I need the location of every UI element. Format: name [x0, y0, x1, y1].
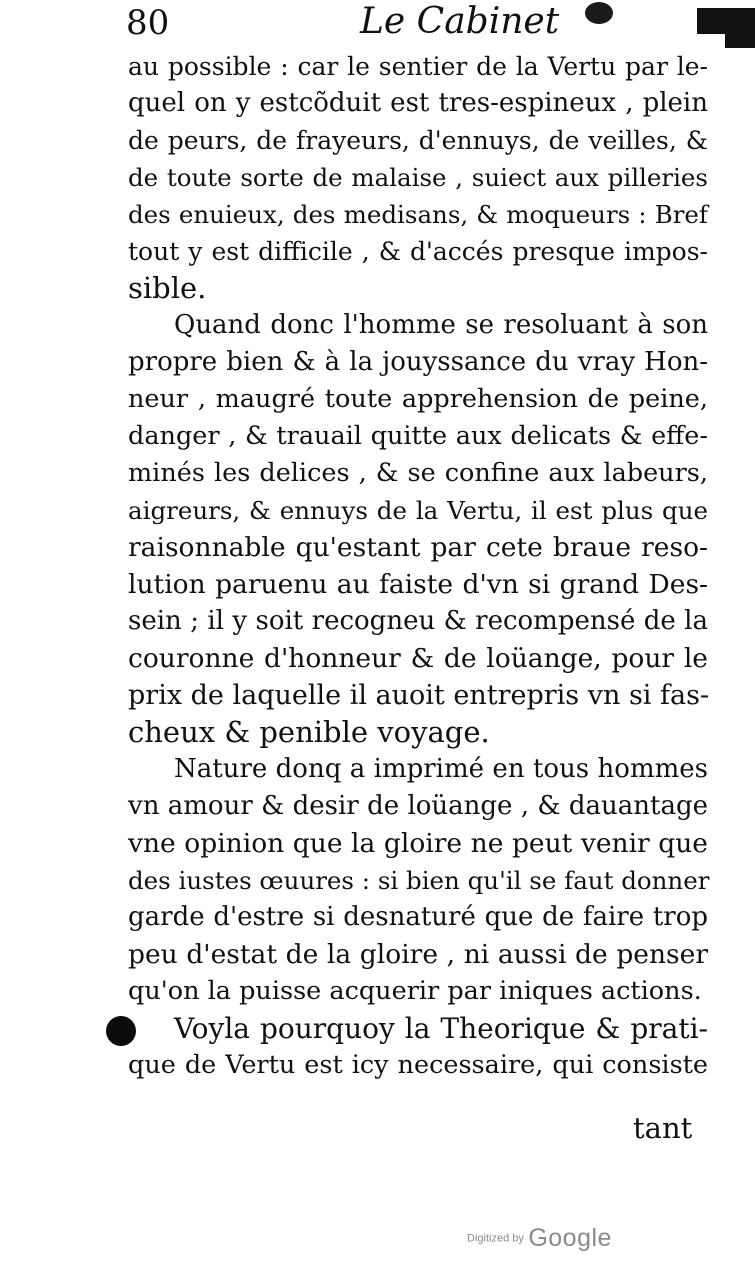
text-line: Voyla pourquoy la Theorique & prati-: [174, 1012, 708, 1045]
text-line: de toute sorte de malaise , suiect aux pilleries: [128, 163, 708, 192]
page-number: 80: [126, 3, 170, 43]
text-line: propre bien & à la jouyssance du vray Hon-: [128, 347, 708, 377]
body-text: [128, 48, 708, 1084]
text-line: couronne d'honneur & de loüange, pour le: [128, 643, 708, 674]
text-line: des enuieux, des medisans, & moqueurs : Bref: [128, 200, 708, 229]
catchword: tant: [633, 1111, 693, 1145]
text-line: Nature donq a imprimé en tous hommes: [174, 754, 708, 784]
text-line: minés les delices , & se confine aux labeurs,: [128, 458, 708, 488]
text-line: des iustes œuures : si bien qu'il se faut donner: [128, 866, 710, 895]
text-line: au possible : car le sentier de la Vertu par le-: [128, 52, 708, 81]
ink-blot: [585, 2, 613, 24]
page-edge-mark: [697, 8, 755, 34]
text-line: vn amour & desir de loüange , & dauantage: [128, 791, 708, 821]
running-title: Le Cabinet: [360, 1, 560, 42]
text-line: cheux & penible voyage.: [128, 715, 490, 749]
text-line: vne opinion que la gloire ne peut venir que: [128, 828, 708, 859]
text-line: lution paruenu au faiste d'vn si grand Des-: [128, 569, 708, 600]
page-edge-mark: [725, 34, 755, 48]
text-line: garde d'estre si desnaturé que de faire trop: [128, 902, 708, 932]
digitized-by-google-watermark: [467, 1224, 612, 1253]
ink-blot: [106, 1016, 136, 1046]
text-line: tout y est difficile , & d'accés presque impos-: [128, 237, 708, 266]
google-logo-text: Google: [528, 1224, 612, 1252]
text-line: aigreurs, & ennuys de la Vertu, il est plus que: [128, 496, 708, 525]
text-line: raisonnable qu'estant par cete braue reso-: [128, 532, 708, 563]
text-line: quel on y estcõduit est tres-espineux , plein: [128, 88, 708, 118]
text-line: danger , & trauail quitte aux delicats & effe-: [128, 421, 708, 451]
text-line: de peurs, de frayeurs, d'ennuys, de veilles, &: [128, 126, 708, 155]
text-line: neur , maugré toute apprehension de peine,: [128, 384, 708, 414]
digitized-label: Digitized by: [467, 1232, 524, 1245]
text-line: Quand donc l'homme se resoluant à son: [174, 310, 708, 340]
text-line: sible.: [128, 271, 207, 305]
text-line: prix de laquelle il auoit entrepris vn si fas-: [128, 680, 710, 711]
text-line: peu d'estat de la gloire , ni aussi de penser: [128, 939, 708, 970]
text-line: que de Vertu est icy necessaire, qui consiste: [128, 1050, 708, 1080]
text-line: qu'on la puisse acquerir par iniques actions.: [128, 976, 702, 1006]
text-line: sein ; il y soit recogneu & recompensé de la: [128, 606, 708, 636]
